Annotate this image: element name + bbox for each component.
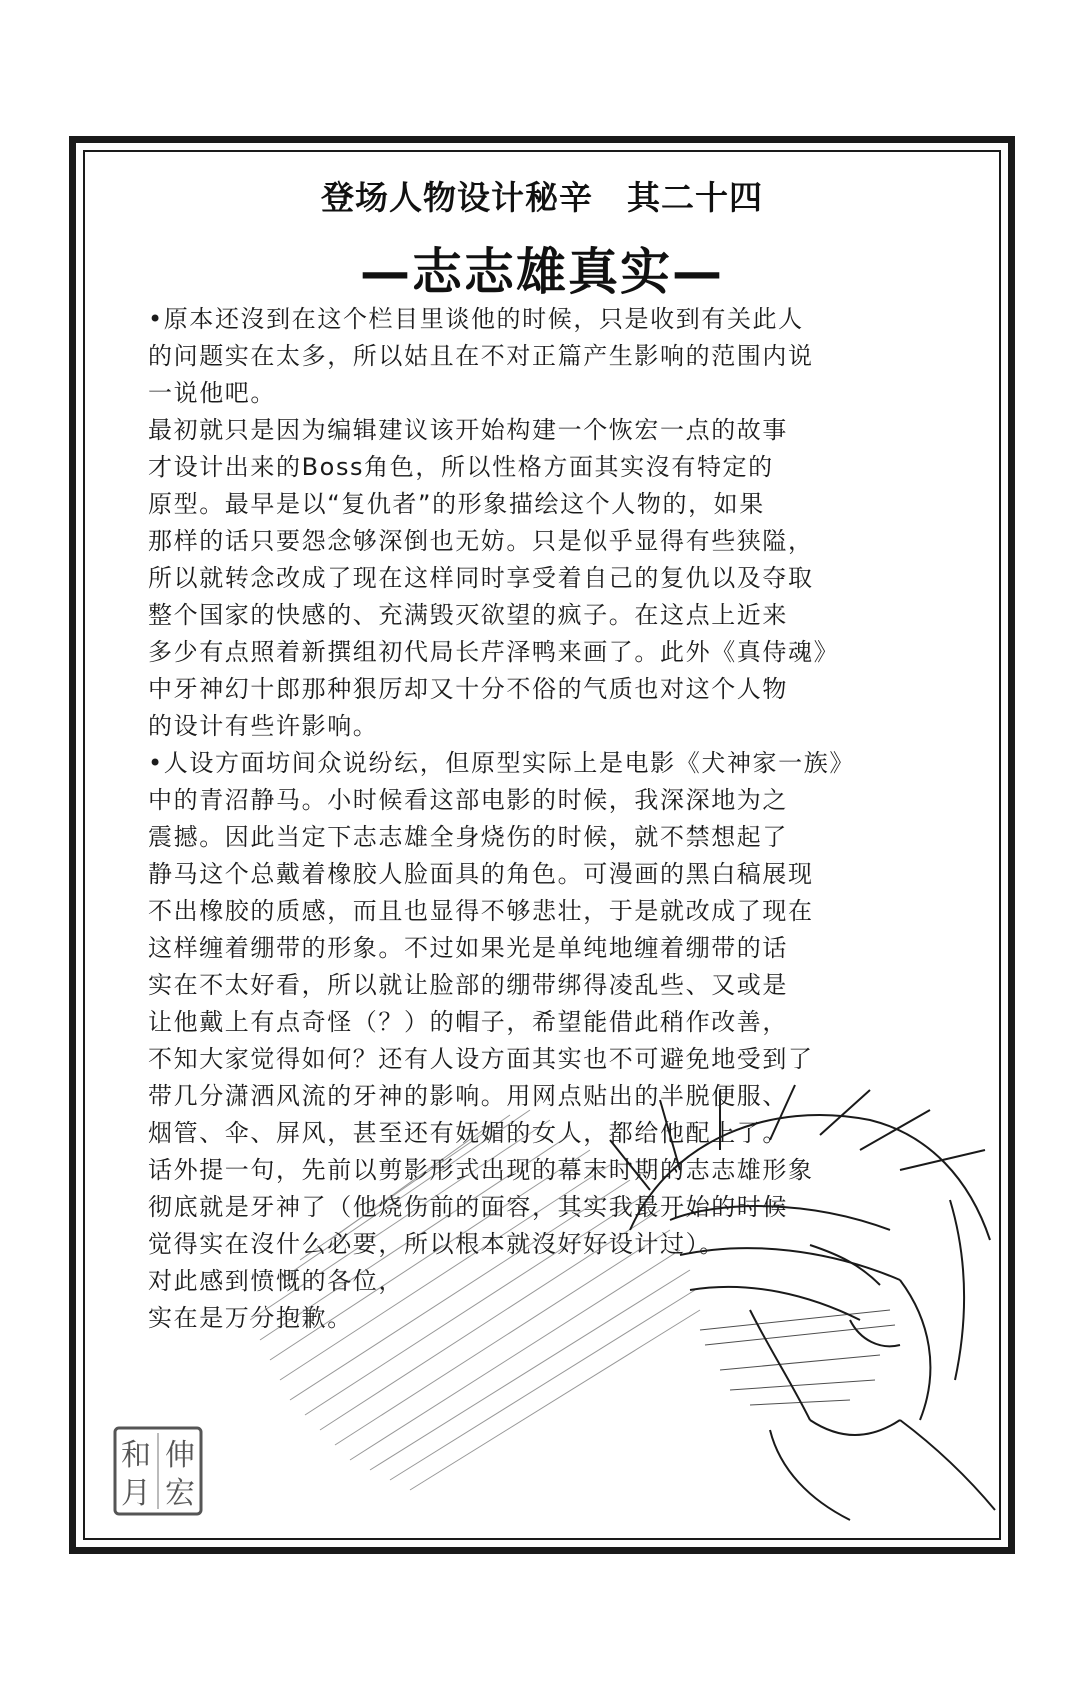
text-line: 让他戴上有点奇怪（？）的帽子，希望能借此稍作改善， <box>148 1008 788 1036</box>
text-line: 最初就只是因为编辑建议该开始构建一个恢宏一点的故事 <box>148 416 788 444</box>
text-line: 多少有点照着新撰组初代局长芹泽鸭来画了。此外《真侍魂》 <box>148 638 840 666</box>
text-line: 带几分潇洒风流的牙神的影响。用网点贴出的半脱便服、 <box>148 1082 788 1110</box>
text-line: 原型。最早是以“复仇者”的形象描绘这个人物的，如果 <box>148 490 765 518</box>
text-line: 一说他吧。 <box>148 379 276 407</box>
text-line: 才设计出来的Boss角色，所以性格方面其实沒有特定的 <box>148 453 774 481</box>
text-line: 整个国家的快感的、充满毁灭欲望的疯子。在这点上近来 <box>148 601 788 629</box>
artist-seal <box>112 1425 204 1517</box>
bandage-lines <box>700 1310 895 1405</box>
character-sketch-illustration <box>250 1080 1005 1540</box>
page-subtitle: —志志雄真实— <box>360 243 724 301</box>
text-line: 的问题实在太多，所以姑且在不对正篇产生影响的范围内说 <box>148 342 814 370</box>
text-line: 所以就转念改成了现在这样同时享受着自己的复仇以及夺取 <box>148 564 814 592</box>
text-line: 这样缠着绷带的形象。不过如果光是单纯地缠着绷带的话 <box>148 934 788 962</box>
svg-text:伸: 伸 <box>165 1438 195 1473</box>
text-line: 彻底就是牙神了（他烧伤前的面容，其实我最开始的时候 <box>148 1193 788 1221</box>
text-line: 实在是万分抱歉。 <box>148 1304 353 1332</box>
text-line: 那样的话只要怨念够深倒也无妨。只是似乎显得有些狭隘， <box>148 527 814 555</box>
character-outline <box>610 1085 995 1520</box>
text-line: 不出橡胶的质感，而且也显得不够悲壮，于是就改成了现在 <box>148 897 814 925</box>
svg-text:月: 月 <box>121 1476 151 1511</box>
text-line: •原本还沒到在这个栏目里谈他的时候，只是收到有关此人 <box>148 305 804 333</box>
page-title: 登场人物设计秘辛 其二十四 <box>321 178 763 217</box>
text-line: 对此感到愤慨的各位， <box>148 1267 404 1295</box>
text-line: 实在不太好看，所以就让脸部的绷带绑得凌乱些、又或是 <box>148 971 788 999</box>
text-line: 不知大家觉得如何？还有人设方面其实也不可避免地受到了 <box>148 1045 814 1073</box>
text-line: 觉得实在沒什么必要，所以根本就沒好好设计过）。 <box>148 1230 725 1258</box>
text-line: 烟管、伞、屏风，甚至还有妩媚的女人，都给他配上了。 <box>148 1119 788 1147</box>
text-line: 震撼。因此当定下志志雄全身烧伤的时候，就不禁想起了 <box>148 823 788 851</box>
text-line: 中牙神幻十郎那种狠厉却又十分不俗的气质也对这个人物 <box>148 675 788 703</box>
svg-text:和: 和 <box>121 1438 151 1473</box>
text-line: 静马这个总戴着橡胶人脸面具的角色。可漫画的黑白稿展现 <box>148 860 814 888</box>
text-line: 中的青沼静马。小时候看这部电影的时候，我深深地为之 <box>148 786 788 814</box>
text-line: 的设计有些许影响。 <box>148 712 379 740</box>
svg-text:宏: 宏 <box>165 1476 195 1511</box>
text-line: •人设方面坊间众说纷纭，但原型实际上是电影《犬神家一族》 <box>148 749 855 777</box>
text-line: 话外提一句，先前以剪影形式出现的幕末时期的志志雄形象 <box>148 1156 814 1184</box>
